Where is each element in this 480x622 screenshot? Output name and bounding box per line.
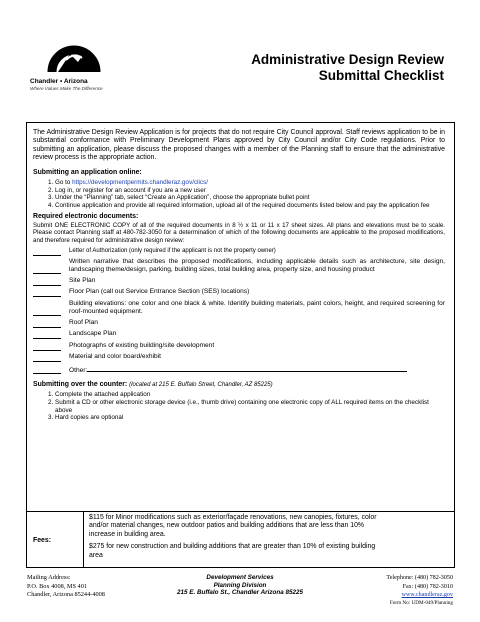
online-step-1: [55, 179, 445, 187]
checkbox-blank[interactable]: [33, 249, 61, 256]
online-title: Submitting an application online:: [33, 168, 142, 176]
checklist-item: [33, 330, 445, 339]
fees-details: [89, 514, 389, 564]
checklist-item: [33, 277, 445, 286]
online-step-1-prefix: Go to: [55, 179, 73, 187]
counter-step-2: 2. Submit a CD or other electronic storage device (i.e., thumb drive) containing one electronic copy of ALL required items on the checklist above: [55, 399, 445, 414]
mailing-label: Mailing Address:: [27, 574, 71, 581]
checklist-item: [33, 319, 445, 328]
checklist-item-text: Letter of Authorization (only required if the applicant is not the property owner): [69, 247, 276, 254]
online-step-2: 2. Log in, or register for an account if you are a new user: [55, 187, 445, 195]
checklist-item: [33, 247, 445, 256]
checkbox-blank[interactable]: [33, 290, 61, 297]
electronic-title: Required electronic documents:: [33, 213, 139, 221]
online-step-4: 4. Continue application and provide all required information, upload all of the required documents listed below and pay the application fee: [55, 202, 445, 210]
checkbox-blank[interactable]: [33, 321, 61, 328]
fees-section: [27, 511, 454, 568]
checklist-item: [33, 342, 445, 351]
checkbox-blank[interactable]: [33, 309, 61, 316]
footer-division: Planning Division: [213, 581, 267, 589]
checklist-item-text: Landscape Plan: [69, 330, 117, 338]
footer-mailing: [27, 574, 105, 600]
checkbox-blank[interactable]: [33, 355, 61, 362]
checklist-item-other: [33, 365, 445, 375]
checklist-item-text: Roof Plan: [69, 318, 98, 326]
checklist-item-text: Floor Plan (call out Service Entrance Section (SES) locations): [69, 288, 250, 296]
footer-telephone: Telephone: (480) 782-3050: [386, 575, 453, 581]
counter-title: [33, 381, 445, 389]
checklist-box: [26, 122, 455, 568]
footer-office: [150, 574, 330, 597]
checkbox-blank[interactable]: [33, 279, 61, 286]
checkbox-blank[interactable]: [33, 367, 61, 374]
other-input-line[interactable]: [87, 365, 407, 372]
footer-fax: Fax: (480) 782-3010: [402, 583, 453, 590]
counter-address: (located at 215 E. Buffalo Street, Chandler, AZ 85225): [129, 382, 273, 389]
mailing-city: Chandler, Arizona 85244-4008: [27, 591, 105, 599]
checklist-item: [33, 353, 445, 362]
checklist-item-text: Photographs of existing building/site development: [69, 341, 215, 349]
checklist-item: [33, 300, 445, 316]
logo-tagline: Where Values Make The Difference: [30, 86, 103, 91]
title-line-2: Submittal Checklist: [318, 67, 444, 83]
checklist-item-text: Material and color board/exhibit: [69, 353, 161, 361]
other-wrap: [69, 365, 445, 375]
footer-street: 215 E. Buffalo St., Chandler Arizona 85225: [177, 589, 303, 597]
checklist-item-text: Written narrative that describes the proposed modifications, including applicable details such as architecture, site design, landscaping theme/design, parking, building sizes, total building area, property size, and housing product: [69, 258, 445, 274]
page-title: [251, 52, 444, 83]
footer-form-no: Form No: UDM-049/Planning: [389, 599, 453, 606]
fee-minor: $115 for Minor modifications such as exterior/façade renovations, new canopies, fixtures, color and/or material changes, new outdoor patios and building additions that are less than 10% increase in building area.: [89, 514, 377, 538]
fees-label: Fees:: [33, 537, 52, 544]
online-steps: [33, 179, 445, 209]
logo-name: Chandler • Arizona: [30, 78, 88, 85]
counter-title-text: Submitting over the counter:: [33, 381, 128, 389]
fees-divider: [83, 512, 84, 568]
mailing-po: P.O. Box 4008, MS 401: [27, 582, 88, 590]
title-line-1: Administrative Design Review: [251, 52, 444, 67]
checklist-item-text: Site Plan: [69, 276, 96, 284]
footer-url[interactable]: www.chandleraz.gov: [401, 592, 453, 599]
counter-steps: [33, 391, 445, 421]
checklist-item: [33, 258, 445, 274]
checkbox-blank[interactable]: [33, 267, 61, 274]
clics-link[interactable]: https://developmentpermits.chandleraz.gov/clics/: [72, 179, 208, 187]
footer-dept: Development Services: [206, 574, 274, 581]
checkbox-blank[interactable]: [33, 344, 61, 351]
online-step-3: 3. Under the “Planning” tab, select “Create an Application”, choose the appropriate bullet point: [55, 194, 445, 202]
counter-step-1: 1. Complete the attached application: [55, 391, 445, 399]
fee-major: $275 for new construction and building additions that are greater than 10% of existing building area: [89, 543, 376, 559]
other-label: Other:: [69, 366, 88, 374]
checklist-content: [33, 129, 445, 426]
checklist-item-text: Building elevations: one color and one black & white. Identify building materials, paint colors, height, and required screening for roof-mounted equipment.: [69, 299, 445, 316]
intro-paragraph: The Administrative Design Review Application is for projects that do not require City Council approval. Staff reviews application to be in substantial conformance with Preliminary Development Plans approved by City Council and/or City Code regulations. Prior to submitting an application, please discuss the proposed changes with a member of the Planning staff to ensure that the administrative review process is the appropriate action.: [33, 129, 445, 162]
checklist-item: [33, 288, 445, 297]
counter-step-3: 3. Hard copies are optional: [55, 414, 445, 422]
electronic-text: Submit ONE ELECTRONIC COPY of all of the required documents in 8 ½ x 11 or 11 x 17 sheet sizes. All plans and elevations must be to scale. Please contact Planning staff at 480-782-3050 for a determination of which of the following documents are applicable to the proposed modifications, and therefore required for administrative design review:: [33, 221, 445, 244]
checkbox-blank[interactable]: [33, 332, 61, 339]
footer-contact: [386, 574, 453, 607]
